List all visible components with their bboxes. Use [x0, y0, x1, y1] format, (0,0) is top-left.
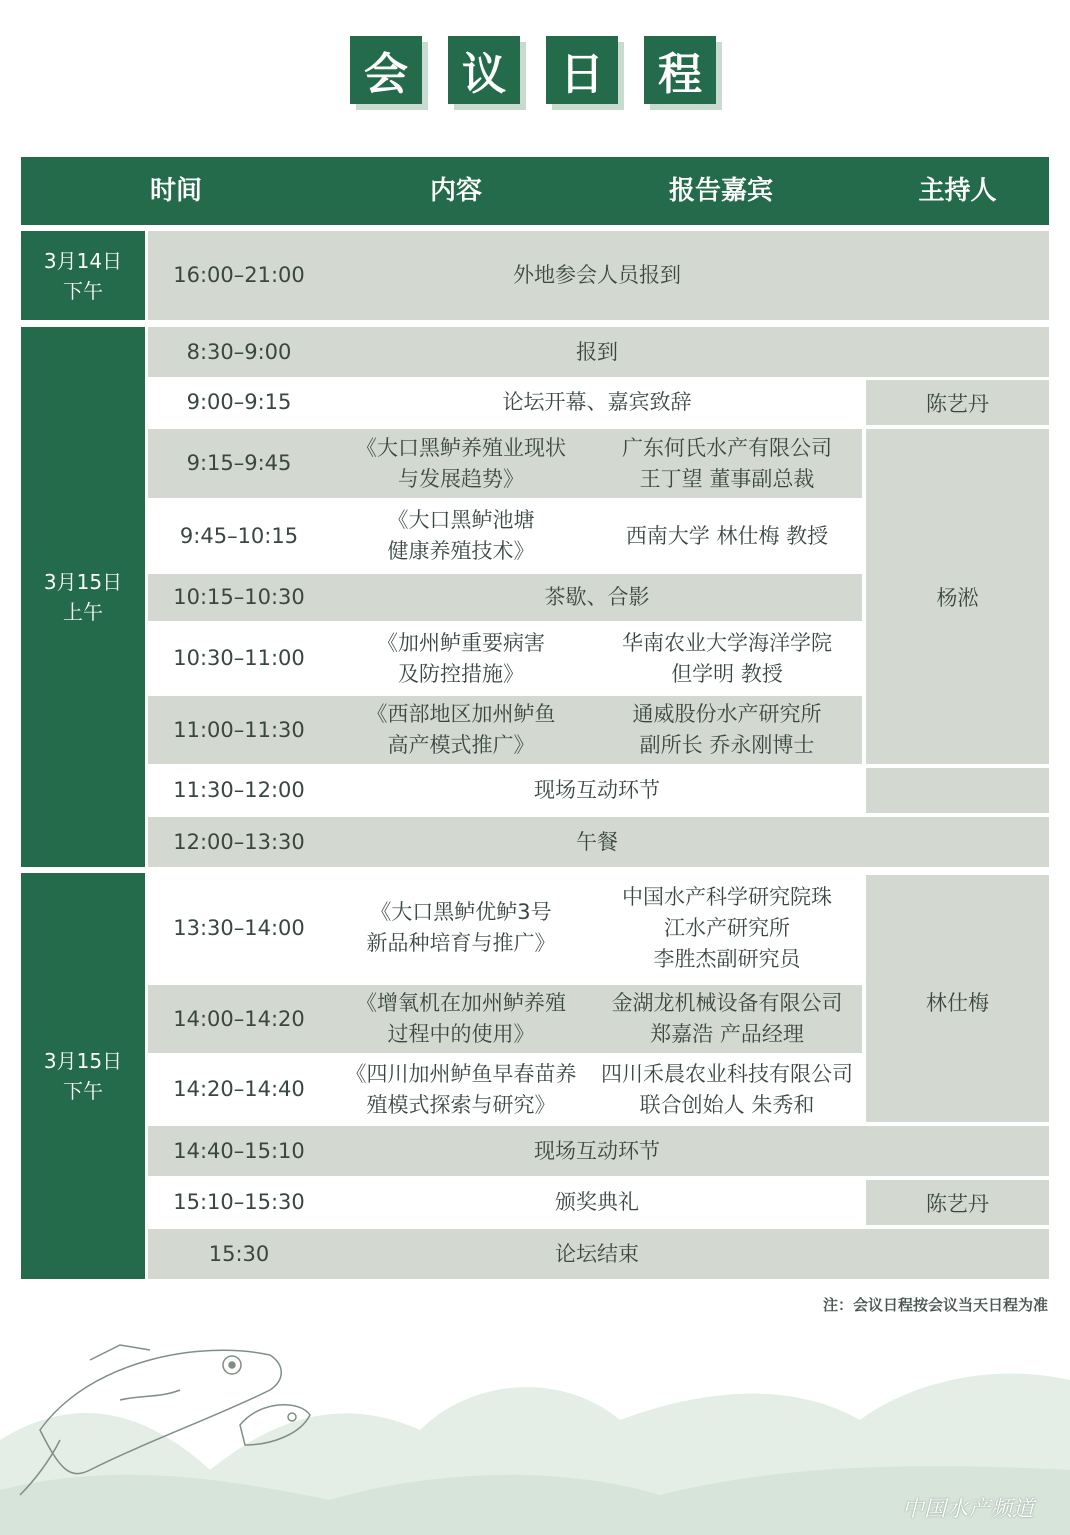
speaker-line: 郑嘉浩 产品经理: [650, 1022, 804, 1046]
content-cell: 茶歇、合影: [544, 585, 650, 609]
speaker-line: 通威股份水产研究所: [632, 702, 822, 726]
content-cell: [330, 696, 592, 764]
content-cell: 午餐: [576, 829, 618, 854]
talk-title-line: 《加州鲈重要病害: [377, 630, 545, 655]
header-time: 时间: [149, 176, 202, 206]
host-cell-empty: [866, 768, 1049, 813]
host-name: 林仕梅: [926, 991, 989, 1015]
content-cell: [330, 502, 592, 570]
date-label: 3月15日: [43, 1049, 123, 1073]
speaker-cell: [592, 985, 862, 1053]
content-cell: 现场互动环节: [534, 778, 660, 802]
date-period: 下午: [63, 1079, 103, 1103]
date-cell: [21, 327, 145, 867]
time-cell: 14:00–14:20: [173, 1006, 305, 1031]
talk-title-line: 《大口黑鲈优鲈3号: [370, 900, 552, 924]
time-cell: 13:30–14:00: [173, 915, 305, 940]
table-row: [148, 985, 862, 1053]
content-cell: 报到: [576, 339, 618, 364]
talk-title-line: 《西部地区加州鲈鱼: [366, 702, 556, 726]
table-row: [148, 327, 1049, 377]
speaker-line: 副所长 乔永刚博士: [639, 733, 815, 757]
content-cell: 颁奖典礼: [555, 1190, 639, 1214]
speaker-line: 四川禾晨农业科技有限公司: [601, 1061, 853, 1086]
date-label: 3月14日: [43, 248, 123, 273]
content-cell: 论坛结束: [555, 1241, 639, 1266]
time-cell: 15:30: [208, 1241, 270, 1266]
title-char: 程: [644, 36, 716, 104]
time-cell: 10:15–10:30: [173, 585, 305, 609]
host-cell: 陈艺丹: [866, 380, 1049, 425]
speaker-line: 江水产研究所: [664, 915, 790, 940]
talk-title-line: 殖模式探索与研究》: [366, 1092, 556, 1117]
table-row: [148, 502, 862, 570]
table-row: [148, 1229, 1049, 1279]
content-cell: 论坛开幕、嘉宾致辞: [502, 390, 692, 414]
time-cell: 9:45–10:15: [179, 523, 299, 548]
speaker-line: 中国水产科学研究院珠: [622, 884, 832, 909]
time-cell: 8:30–9:00: [186, 339, 292, 364]
time-cell: 11:00–11:30: [173, 717, 305, 742]
time-cell: 9:15–9:45: [186, 451, 292, 475]
talk-title-line: 高产模式推广》: [387, 733, 535, 757]
table-row: [148, 768, 862, 813]
table-row: [148, 1126, 1049, 1176]
speaker-line: 广东何氏水产有限公司: [622, 435, 832, 460]
speaker-cell: [592, 696, 862, 764]
table-row: [148, 429, 862, 498]
time-cell: 16:00–21:00: [173, 263, 305, 287]
speaker-line: 华南农业大学海洋学院: [622, 630, 832, 655]
table-row: [148, 231, 1049, 320]
page-title: [0, 36, 1070, 108]
speaker-line: 但学明 教授: [671, 661, 783, 686]
watermark-logo: 中国水产频道: [901, 1497, 1034, 1522]
host-cell: 杨淞: [866, 429, 1049, 764]
host-cell: 陈艺丹: [866, 1180, 1049, 1225]
time-cell: 10:30–11:00: [173, 646, 305, 670]
content-cell: [330, 875, 592, 981]
schedule-note: 注：会议日程按会议当天日程为准: [822, 1296, 1048, 1314]
speaker-line: 李胜杰副研究员: [653, 946, 801, 971]
speaker-cell: [592, 625, 862, 692]
table-row: [148, 380, 862, 425]
speaker-cell: [592, 1057, 862, 1122]
header-host: 主持人: [918, 176, 997, 206]
date-label: 3月15日: [43, 570, 123, 594]
title-char: 会: [350, 36, 422, 104]
speaker-line: 金湖龙机械设备有限公司: [611, 991, 843, 1015]
talk-title-line: 与发展趋势》: [398, 466, 524, 491]
speaker-line: 王丁望 董事副总裁: [639, 466, 815, 491]
table-row: [148, 696, 862, 764]
content-cell: 外地参会人员报到: [513, 263, 681, 287]
speaker-cell: [592, 875, 862, 981]
table-row: [148, 817, 1049, 867]
host-cell: [866, 875, 1049, 1122]
date-period: 上午: [63, 600, 103, 624]
speaker-line: 西南大学 林仕梅 教授: [625, 523, 829, 548]
date-cell: [21, 231, 145, 320]
content-cell: [330, 429, 592, 498]
talk-title-line: 过程中的使用》: [387, 1022, 535, 1046]
table-row: [148, 875, 862, 981]
time-cell: 9:00–9:15: [186, 390, 292, 414]
header-content: 内容: [429, 176, 482, 206]
date-period: 下午: [63, 278, 103, 303]
talk-title-line: 新品种培育与推广》: [366, 931, 556, 955]
title-char: 议: [448, 36, 520, 104]
time-cell: 15:10–15:30: [173, 1190, 305, 1214]
time-cell: 14:20–14:40: [173, 1077, 305, 1101]
content-cell: [330, 625, 592, 692]
talk-title-line: 《大口黑鲈养殖业现状: [356, 435, 566, 460]
date-cell: [21, 873, 145, 1279]
table-row: [148, 1057, 862, 1122]
talk-title-line: 健康养殖技术》: [387, 539, 535, 563]
talk-title-line: 《大口黑鲈池塘: [387, 508, 535, 532]
speaker-cell: [592, 502, 862, 570]
time-cell: 14:40–15:10: [173, 1138, 305, 1163]
time-cell: 11:30–12:00: [173, 778, 305, 802]
table-row: [148, 574, 862, 621]
talk-title-line: 《增氧机在加州鲈养殖: [356, 991, 566, 1015]
table-row: [148, 1180, 862, 1225]
title-char: 日: [546, 36, 618, 104]
table-header: [21, 157, 1049, 225]
talk-title-line: 及防控措施》: [398, 661, 524, 686]
table-row: [148, 625, 862, 692]
speaker-line: 联合创始人 朱秀和: [639, 1092, 815, 1117]
content-cell: [330, 985, 592, 1053]
time-cell: 12:00–13:30: [173, 829, 305, 854]
content-cell: [330, 1057, 592, 1122]
content-cell: 现场互动环节: [534, 1138, 660, 1163]
speaker-cell: [592, 429, 862, 498]
header-speaker: 报告嘉宾: [668, 176, 773, 206]
talk-title-line: 《四川加州鲈鱼早春苗养: [345, 1061, 577, 1086]
